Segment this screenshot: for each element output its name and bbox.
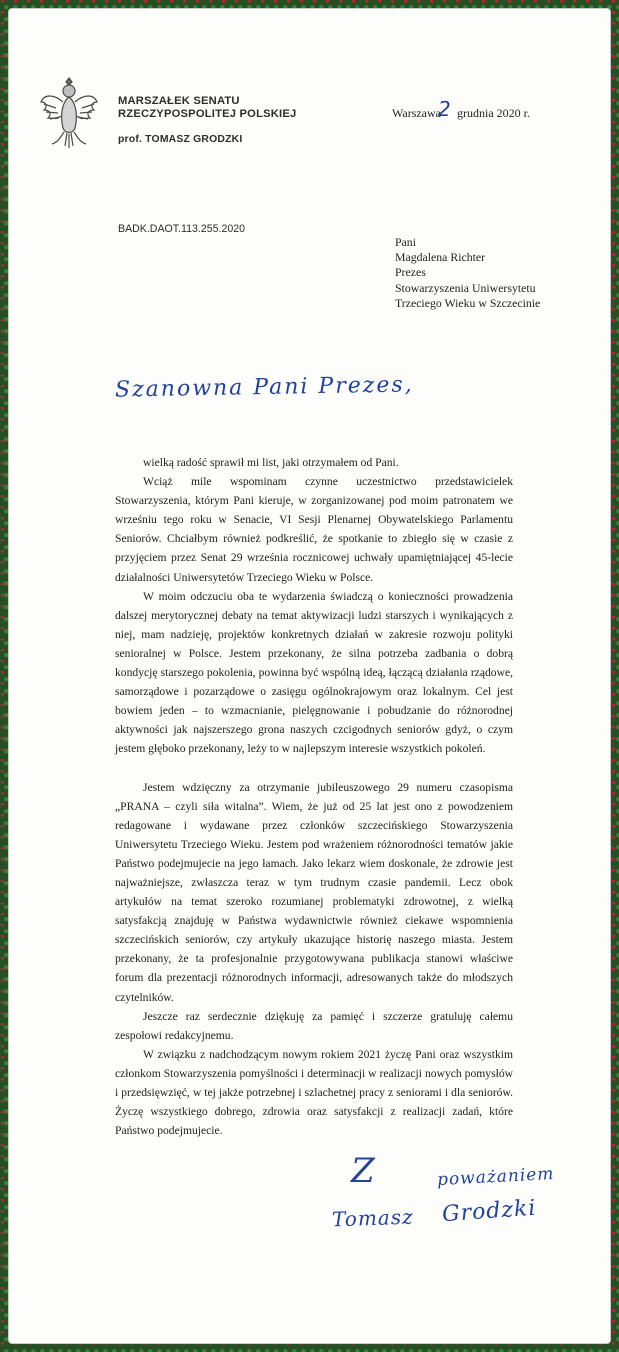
recipient-address — [395, 235, 540, 311]
letterhead-name: prof. TOMASZ GRODZKI — [118, 134, 243, 145]
letter-date — [392, 106, 530, 121]
handwritten-salutation: Szanowna Pani Prezes, — [114, 372, 414, 403]
body-paragraph: Wciąż mile wspominam czynne uczestnictwo przedstawicielek Stowarzyszenia, którym Pani kieruje, w zorganizowanej pod moim patronatem we wrześniu tego roku w Senacie, VI Sesji Plenarnej Obywatelskiego Parlamentu Seniorów. Chciałbym również podkreślić, że spotkanie to zbiegło się w czasie z przyjęciem przez Senat 29 września rocznicowej uchwały upamiętniającej 45-lecie działalności Uniwersytetów Trzeciego Wieku w Polsce. — [115, 475, 513, 584]
date-day-handwritten: 2 — [438, 97, 451, 121]
reference-number: BADK.DAOT.113.255.2020 — [118, 223, 246, 235]
recipient-line: Prezes — [395, 265, 426, 280]
letterhead-title: MARSZAŁEK SENATU — [118, 95, 240, 107]
signature-closing: poważaniem — [436, 1163, 555, 1191]
recipient-line: Pani — [395, 235, 416, 249]
body-paragraph: W związku z nadchodzącym nowym rokiem 2021 życzę Pani oraz wszystkim członkom Stowarzyszenia pomyślności i determinacji w realizacji nowych pomysłów i przedsięwzięć, w tej jakże potrzebnej i szlachetnej pracy z seniorami i dla seniorów. Życzę wszystkiego dobrego, zdrowia oraz satysfakcji z realizacji zadań, które Państwo podejmujecie. — [115, 1047, 513, 1138]
letter-page — [9, 9, 610, 1343]
signature-first-name: Tomasz — [331, 1204, 414, 1232]
recipient-line: Stowarzyszenia Uniwersytetu — [395, 280, 536, 295]
body-paragraph: Jeszcze raz serdecznie dziękuję za pamięć i szczerze gratuluję całemu zespołowi redakcyjnemu. — [115, 1009, 513, 1042]
date-rest: grudnia 2020 r. — [457, 106, 531, 120]
eagle-emblem-icon — [38, 72, 100, 150]
signature-prefix: Z — [351, 1151, 375, 1191]
body-paragraph: W moim odczuciu oba te wydarzenia świadczą o konieczności prowadzenia dalszej merytorycznej debaty na temat aktywizacji ludzi starszych i wynikających z niej, mam nadzieję, projektów konkretnych działań w zakresie rozwoju polityki senioralnej w Polsce. Jestem przekonany, że silna potrzeba zadbania o dobrą kondycję starszego pokolenia, powinna być wspólną ideą, łączącą działania rządowe, samorządowe i pozarządowe o zasięgu ogólnokrajowym oraz lokalnym. Cel jest bowiem jeden – to wzmacnianie, pielęgnowanie i pobudzanie do różnorodnej aktywności jak najszerszego grona naszych czcigodnych seniorów gdyż, o czym jestem głęboko przekonany, leży to w najlepszym interesie wszystkich pokoleń. — [115, 589, 513, 756]
recipient-line: Trzeciego Wieku w Szczecinie — [395, 295, 541, 310]
body-paragraph: Jestem wdzięczny za otrzymanie jubileuszowego 29 numeru czasopisma „PRANA – czyli siła witalna”. Wiem, że już od 25 lat jest ono z powodzeniem redagowane i wydawane przez członków szczecińskiego Stowarzyszenia Uniwersytetu Trzeciego Wieku. Jestem pod wrażeniem różnorodności tematów jakie Państwo podejmujecie na jego łamach. Jako lekarz wiem doskonale, że zdrowie jest najważniejsze, zwłaszcza teraz w tym trudnym czasie pandemii. Lecz obok artykułów na temat szeroko rozumianej problematyki zdrowotnej, z wielką satysfakcją znajduję w Państwa wydawnictwie również ciekawe wspomnienia szczecińskich seniorów, czy artykuły ukazujące historię naszego miasta. Jestem przekonany, że ta profesjonalnie przygotowywana publikacja stanowi właściwe forum dla prezentacji różnorodnych informacji, adresowanych także do młodszych czytelników. — [115, 780, 513, 1004]
letterhead-subtitle: RZECZYPOSPOLITEJ POLSKIEJ — [118, 108, 297, 120]
body-paragraph: wielką radość sprawił mi list, jaki otrzymałem od Pani. — [143, 456, 399, 469]
date-place: Warszawa — [392, 106, 442, 120]
letter-body — [115, 453, 513, 1140]
recipient-line: Magdalena Richter — [395, 250, 486, 265]
signature-last-name: Grodzki — [441, 1195, 538, 1228]
